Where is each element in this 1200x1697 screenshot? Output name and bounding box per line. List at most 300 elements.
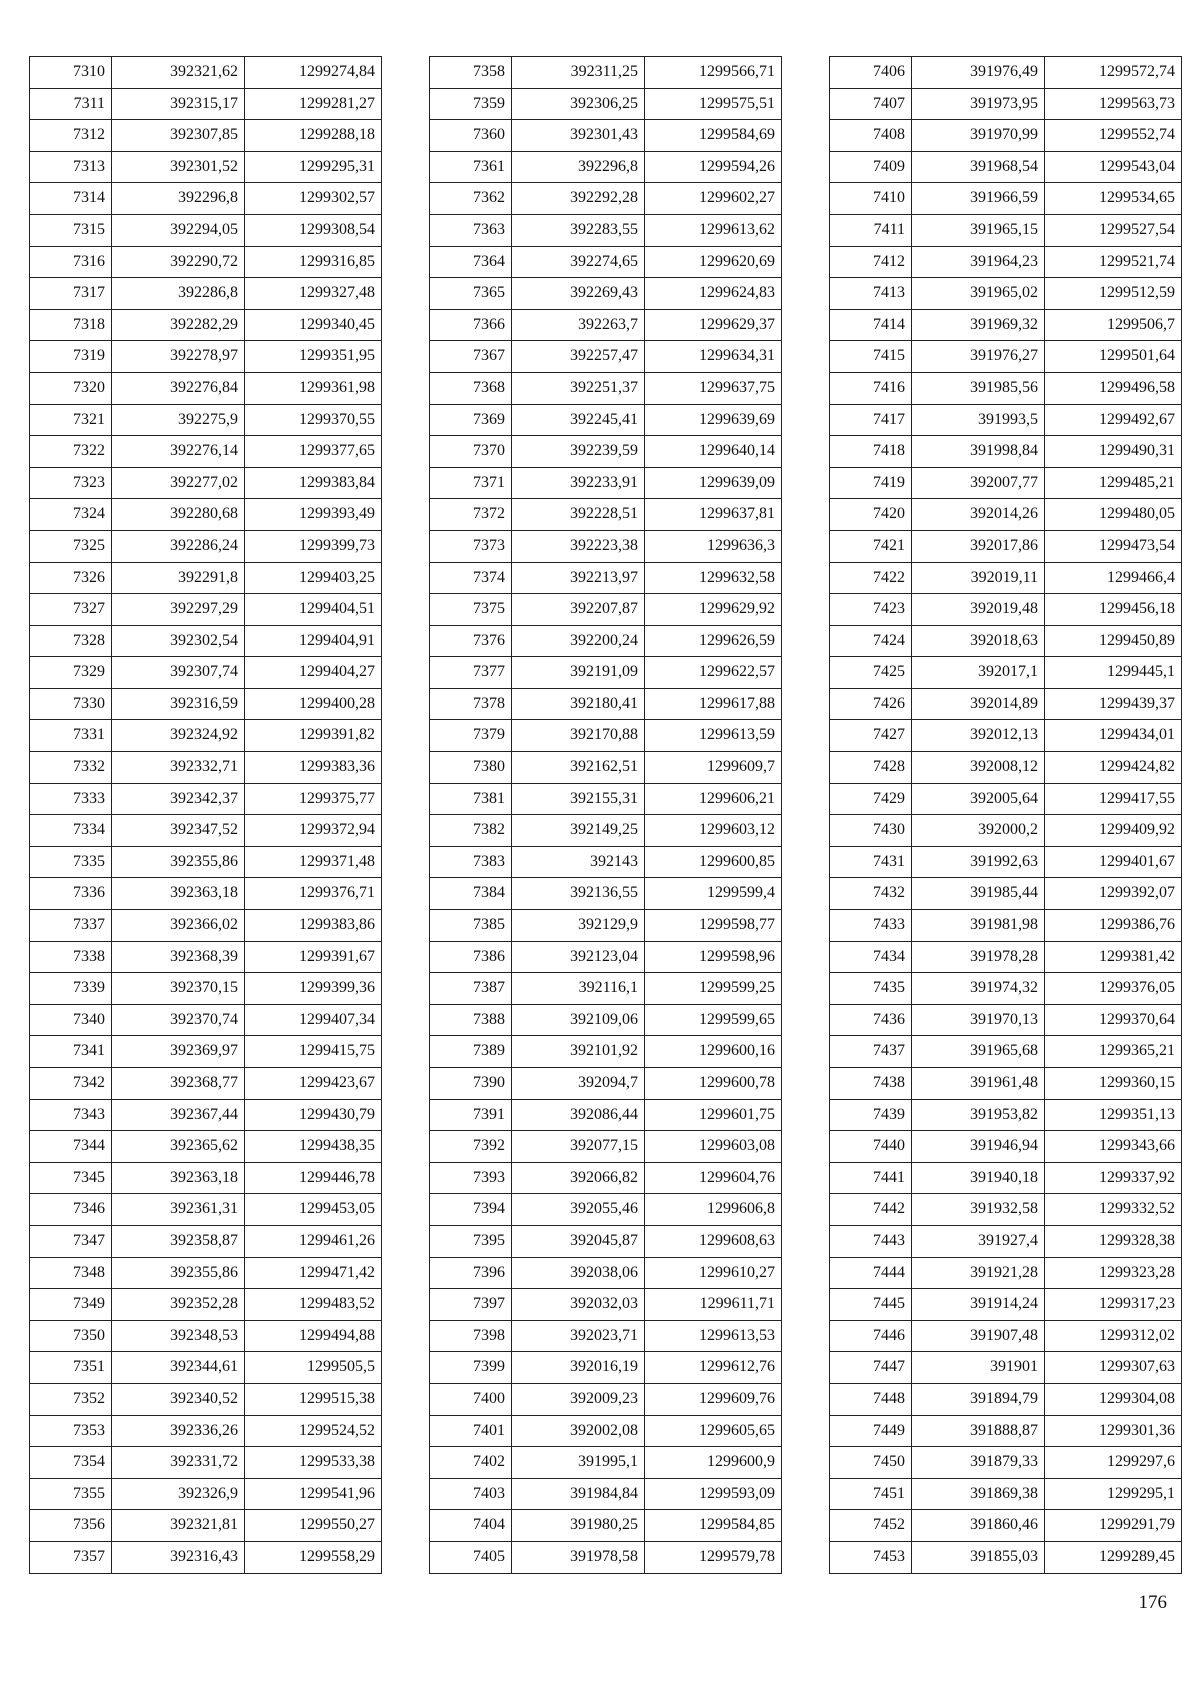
x-coordinate-cell: 392191,09 [512,657,645,689]
table-row [30,309,382,341]
point-number-cell: 7405 [430,1541,512,1573]
y-coordinate-cell: 1299629,92 [645,594,782,626]
x-coordinate-cell: 392321,81 [112,1510,245,1542]
point-number-cell: 7409 [830,151,912,183]
table-row [30,594,382,626]
x-coordinate-cell: 392000,2 [912,815,1045,847]
table-row [830,1383,1182,1415]
x-coordinate-cell: 392269,43 [512,278,645,310]
point-number-cell: 7428 [830,752,912,784]
point-number-cell: 7312 [30,120,112,152]
table-row [30,1383,382,1415]
y-coordinate-cell: 1299407,34 [245,1004,382,1036]
y-coordinate-cell: 1299606,21 [645,783,782,815]
y-coordinate-cell: 1299620,69 [645,246,782,278]
table-row [30,1099,382,1131]
table-row [430,973,782,1005]
x-coordinate-cell: 392276,14 [112,436,245,468]
table-row [30,815,382,847]
point-number-cell: 7340 [30,1004,112,1036]
y-coordinate-cell: 1299541,96 [245,1478,382,1510]
y-coordinate-cell: 1299327,48 [245,278,382,310]
y-coordinate-cell: 1299613,62 [645,214,782,246]
y-coordinate-cell: 1299610,27 [645,1257,782,1289]
x-coordinate-cell: 391961,48 [912,1068,1045,1100]
point-number-cell: 7378 [430,688,512,720]
point-number-cell: 7445 [830,1289,912,1321]
x-coordinate-cell: 392143 [512,846,645,878]
point-number-cell: 7439 [830,1099,912,1131]
x-coordinate-cell: 392358,87 [112,1225,245,1257]
y-coordinate-cell: 1299626,59 [645,625,782,657]
point-number-cell: 7423 [830,594,912,626]
x-coordinate-cell: 391995,1 [512,1447,645,1479]
x-coordinate-cell: 392123,04 [512,941,645,973]
point-number-cell: 7430 [830,815,912,847]
point-number-cell: 7350 [30,1320,112,1352]
point-number-cell: 7339 [30,973,112,1005]
point-number-cell: 7376 [430,625,512,657]
point-number-cell: 7382 [430,815,512,847]
y-coordinate-cell: 1299543,04 [1045,151,1182,183]
table-row [430,1478,782,1510]
y-coordinate-cell: 1299533,38 [245,1447,382,1479]
y-coordinate-cell: 1299506,7 [1045,309,1182,341]
table-row [830,214,1182,246]
y-coordinate-cell: 1299634,31 [645,341,782,373]
table-row [430,151,782,183]
table-row [30,1004,382,1036]
point-number-cell: 7450 [830,1447,912,1479]
x-coordinate-cell: 392347,52 [112,815,245,847]
table-row [30,1510,382,1542]
table-row [830,1131,1182,1163]
point-number-cell: 7410 [830,183,912,215]
table-row [430,1036,782,1068]
x-coordinate-cell: 391978,28 [912,941,1045,973]
table-row [430,1004,782,1036]
x-coordinate-cell: 392370,15 [112,973,245,1005]
x-coordinate-cell: 392331,72 [112,1447,245,1479]
y-coordinate-cell: 1299372,94 [245,815,382,847]
y-coordinate-cell: 1299430,79 [245,1099,382,1131]
table-row [30,341,382,373]
y-coordinate-cell: 1299404,51 [245,594,382,626]
x-coordinate-cell: 391981,98 [912,910,1045,942]
point-number-cell: 7416 [830,372,912,404]
y-coordinate-cell: 1299527,54 [1045,214,1182,246]
point-number-cell: 7419 [830,467,912,499]
table-row [830,278,1182,310]
x-coordinate-cell: 392302,54 [112,625,245,657]
x-coordinate-cell: 392291,8 [112,562,245,594]
table-row [430,688,782,720]
table-row [30,530,382,562]
table-row [430,1194,782,1226]
y-coordinate-cell: 1299640,14 [645,436,782,468]
point-number-cell: 7352 [30,1383,112,1415]
y-coordinate-cell: 1299613,53 [645,1320,782,1352]
y-coordinate-cell: 1299501,64 [1045,341,1182,373]
point-number-cell: 7425 [830,657,912,689]
point-number-cell: 7396 [430,1257,512,1289]
y-coordinate-cell: 1299466,4 [1045,562,1182,594]
x-coordinate-cell: 392324,92 [112,720,245,752]
point-number-cell: 7420 [830,499,912,531]
point-number-cell: 7438 [830,1068,912,1100]
point-number-cell: 7354 [30,1447,112,1479]
table-row [430,910,782,942]
x-coordinate-cell: 391927,4 [912,1225,1045,1257]
table-row [830,594,1182,626]
y-coordinate-cell: 1299609,76 [645,1383,782,1415]
point-number-cell: 7375 [430,594,512,626]
table-row [830,562,1182,594]
y-coordinate-cell: 1299304,08 [1045,1383,1182,1415]
table-row [430,404,782,436]
y-coordinate-cell: 1299612,76 [645,1352,782,1384]
table-row [430,341,782,373]
table-row [430,1320,782,1352]
point-number-cell: 7338 [30,941,112,973]
page-number: 176 [1138,1592,1167,1613]
point-number-cell: 7363 [430,214,512,246]
x-coordinate-cell: 392282,29 [112,309,245,341]
x-coordinate-cell: 392344,61 [112,1352,245,1384]
table-row [830,1068,1182,1100]
y-coordinate-cell: 1299604,76 [645,1162,782,1194]
point-number-cell: 7318 [30,309,112,341]
point-number-cell: 7385 [430,910,512,942]
y-coordinate-cell: 1299599,25 [645,973,782,1005]
y-coordinate-cell: 1299393,49 [245,499,382,531]
point-number-cell: 7359 [430,88,512,120]
x-coordinate-cell: 392306,25 [512,88,645,120]
point-number-cell: 7388 [430,1004,512,1036]
y-coordinate-cell: 1299637,75 [645,372,782,404]
point-number-cell: 7336 [30,878,112,910]
x-coordinate-cell: 392336,26 [112,1415,245,1447]
x-coordinate-cell: 392129,9 [512,910,645,942]
table-row [430,372,782,404]
x-coordinate-cell: 392296,8 [512,151,645,183]
y-coordinate-cell: 1299351,95 [245,341,382,373]
x-coordinate-cell: 392017,86 [912,530,1045,562]
y-coordinate-cell: 1299415,75 [245,1036,382,1068]
table-row [30,88,382,120]
point-number-cell: 7349 [30,1289,112,1321]
point-number-cell: 7311 [30,88,112,120]
table-row [30,625,382,657]
x-coordinate-cell: 392368,77 [112,1068,245,1100]
x-coordinate-cell: 391969,32 [912,309,1045,341]
point-number-cell: 7313 [30,151,112,183]
table-row [30,467,382,499]
x-coordinate-cell: 392038,06 [512,1257,645,1289]
point-number-cell: 7421 [830,530,912,562]
table-row [830,1478,1182,1510]
x-coordinate-cell: 391966,59 [912,183,1045,215]
y-coordinate-cell: 1299375,77 [245,783,382,815]
table-row [830,815,1182,847]
point-number-cell: 7357 [30,1541,112,1573]
table-row [30,1257,382,1289]
table-row [830,436,1182,468]
point-number-cell: 7402 [430,1447,512,1479]
y-coordinate-cell: 1299624,83 [645,278,782,310]
table-row [830,372,1182,404]
table-row [430,594,782,626]
point-number-cell: 7384 [430,878,512,910]
table-row [30,1225,382,1257]
point-number-cell: 7362 [430,183,512,215]
x-coordinate-cell: 391965,15 [912,214,1045,246]
point-number-cell: 7373 [430,530,512,562]
y-coordinate-cell: 1299632,58 [645,562,782,594]
table-row [430,530,782,562]
x-coordinate-cell: 391998,84 [912,436,1045,468]
point-number-cell: 7407 [830,88,912,120]
point-number-cell: 7346 [30,1194,112,1226]
x-coordinate-cell: 392290,72 [112,246,245,278]
x-coordinate-cell: 391860,46 [912,1510,1045,1542]
x-coordinate-cell: 391946,94 [912,1131,1045,1163]
table-row [30,246,382,278]
point-number-cell: 7437 [830,1036,912,1068]
x-coordinate-cell: 392018,63 [912,625,1045,657]
y-coordinate-cell: 1299558,29 [245,1541,382,1573]
table-row [30,1541,382,1573]
table-row [830,783,1182,815]
point-number-cell: 7446 [830,1320,912,1352]
y-coordinate-cell: 1299370,55 [245,404,382,436]
x-coordinate-cell: 391980,25 [512,1510,645,1542]
point-number-cell: 7348 [30,1257,112,1289]
x-coordinate-cell: 391985,56 [912,372,1045,404]
point-number-cell: 7400 [430,1383,512,1415]
coordinates-table-1 [29,56,382,1574]
point-number-cell: 7394 [430,1194,512,1226]
point-number-cell: 7380 [430,752,512,784]
table-row [830,1257,1182,1289]
point-number-cell: 7365 [430,278,512,310]
y-coordinate-cell: 1299400,28 [245,688,382,720]
table-row [430,783,782,815]
table-row [830,499,1182,531]
table-row [30,720,382,752]
y-coordinate-cell: 1299403,25 [245,562,382,594]
point-number-cell: 7343 [30,1099,112,1131]
point-number-cell: 7372 [430,499,512,531]
table-row [830,341,1182,373]
point-number-cell: 7326 [30,562,112,594]
point-number-cell: 7341 [30,1036,112,1068]
table-row [30,120,382,152]
x-coordinate-cell: 391965,68 [912,1036,1045,1068]
x-coordinate-cell: 392367,44 [112,1099,245,1131]
y-coordinate-cell: 1299639,69 [645,404,782,436]
table-row [430,1383,782,1415]
x-coordinate-cell: 392277,02 [112,467,245,499]
y-coordinate-cell: 1299579,78 [645,1541,782,1573]
table-row [830,151,1182,183]
x-coordinate-cell: 392278,97 [112,341,245,373]
y-coordinate-cell: 1299288,18 [245,120,382,152]
point-number-cell: 7424 [830,625,912,657]
y-coordinate-cell: 1299450,89 [1045,625,1182,657]
table-row [30,657,382,689]
table-row [830,1036,1182,1068]
x-coordinate-cell: 392009,23 [512,1383,645,1415]
point-number-cell: 7356 [30,1510,112,1542]
point-number-cell: 7413 [830,278,912,310]
x-coordinate-cell: 392077,15 [512,1131,645,1163]
table-row [430,1162,782,1194]
y-coordinate-cell: 1299515,38 [245,1383,382,1415]
point-number-cell: 7353 [30,1415,112,1447]
y-coordinate-cell: 1299600,78 [645,1068,782,1100]
y-coordinate-cell: 1299471,42 [245,1257,382,1289]
y-coordinate-cell: 1299599,4 [645,878,782,910]
y-coordinate-cell: 1299603,12 [645,815,782,847]
x-coordinate-cell: 391992,63 [912,846,1045,878]
table-row [430,436,782,468]
x-coordinate-cell: 392016,19 [512,1352,645,1384]
y-coordinate-cell: 1299381,42 [1045,941,1182,973]
point-number-cell: 7387 [430,973,512,1005]
table-row [830,720,1182,752]
y-coordinate-cell: 1299377,65 [245,436,382,468]
x-coordinate-cell: 392170,88 [512,720,645,752]
point-number-cell: 7342 [30,1068,112,1100]
point-number-cell: 7383 [430,846,512,878]
y-coordinate-cell: 1299439,37 [1045,688,1182,720]
table-row [430,467,782,499]
x-coordinate-cell: 392257,47 [512,341,645,373]
point-number-cell: 7390 [430,1068,512,1100]
x-coordinate-cell: 392301,52 [112,151,245,183]
x-coordinate-cell: 391901 [912,1352,1045,1384]
point-number-cell: 7320 [30,372,112,404]
y-coordinate-cell: 1299424,82 [1045,752,1182,784]
table-row [830,1320,1182,1352]
y-coordinate-cell: 1299572,74 [1045,57,1182,89]
point-number-cell: 7310 [30,57,112,89]
x-coordinate-cell: 392355,86 [112,1257,245,1289]
point-number-cell: 7364 [430,246,512,278]
x-coordinate-cell: 391869,38 [912,1478,1045,1510]
y-coordinate-cell: 1299340,45 [245,309,382,341]
x-coordinate-cell: 392296,8 [112,183,245,215]
table-row [830,941,1182,973]
y-coordinate-cell: 1299594,26 [645,151,782,183]
y-coordinate-cell: 1299483,52 [245,1289,382,1321]
table-row [830,1162,1182,1194]
point-number-cell: 7386 [430,941,512,973]
point-number-cell: 7329 [30,657,112,689]
table-row [830,404,1182,436]
x-coordinate-cell: 392326,9 [112,1478,245,1510]
y-coordinate-cell: 1299386,76 [1045,910,1182,942]
x-coordinate-cell: 392292,28 [512,183,645,215]
table-row [430,309,782,341]
point-number-cell: 7358 [430,57,512,89]
y-coordinate-cell: 1299524,52 [245,1415,382,1447]
x-coordinate-cell: 392200,24 [512,625,645,657]
y-coordinate-cell: 1299365,21 [1045,1036,1182,1068]
y-coordinate-cell: 1299445,1 [1045,657,1182,689]
x-coordinate-cell: 391855,03 [912,1541,1045,1573]
y-coordinate-cell: 1299316,85 [245,246,382,278]
x-coordinate-cell: 392109,06 [512,1004,645,1036]
table-row [30,278,382,310]
point-number-cell: 7355 [30,1478,112,1510]
point-number-cell: 7335 [30,846,112,878]
table-row [830,1289,1182,1321]
x-coordinate-cell: 392207,87 [512,594,645,626]
x-coordinate-cell: 392283,55 [512,214,645,246]
y-coordinate-cell: 1299291,79 [1045,1510,1182,1542]
x-coordinate-cell: 391993,5 [912,404,1045,436]
y-coordinate-cell: 1299446,78 [245,1162,382,1194]
x-coordinate-cell: 392045,87 [512,1225,645,1257]
table-row [30,214,382,246]
coordinates-table-2 [429,56,782,1574]
x-coordinate-cell: 392136,55 [512,878,645,910]
y-coordinate-cell: 1299323,28 [1045,1257,1182,1289]
y-coordinate-cell: 1299617,88 [645,688,782,720]
y-coordinate-cell: 1299480,05 [1045,499,1182,531]
x-coordinate-cell: 392355,86 [112,846,245,878]
table-row [30,57,382,89]
x-coordinate-cell: 392116,1 [512,973,645,1005]
x-coordinate-cell: 392245,41 [512,404,645,436]
y-coordinate-cell: 1299360,15 [1045,1068,1182,1100]
y-coordinate-cell: 1299404,91 [245,625,382,657]
table-row [30,1068,382,1100]
table-row [430,1257,782,1289]
table-row [430,1510,782,1542]
x-coordinate-cell: 392311,25 [512,57,645,89]
y-coordinate-cell: 1299629,37 [645,309,782,341]
x-coordinate-cell: 392301,43 [512,120,645,152]
x-coordinate-cell: 392307,85 [112,120,245,152]
x-coordinate-cell: 392348,53 [112,1320,245,1352]
y-coordinate-cell: 1299383,86 [245,910,382,942]
table-row [30,941,382,973]
point-number-cell: 7328 [30,625,112,657]
y-coordinate-cell: 1299584,69 [645,120,782,152]
y-coordinate-cell: 1299438,35 [245,1131,382,1163]
point-number-cell: 7347 [30,1225,112,1257]
x-coordinate-cell: 392294,05 [112,214,245,246]
point-number-cell: 7379 [430,720,512,752]
point-number-cell: 7319 [30,341,112,373]
table-row [30,436,382,468]
table-row [430,88,782,120]
point-number-cell: 7324 [30,499,112,531]
x-coordinate-cell: 391907,48 [912,1320,1045,1352]
y-coordinate-cell: 1299637,81 [645,499,782,531]
point-number-cell: 7432 [830,878,912,910]
x-coordinate-cell: 392101,92 [512,1036,645,1068]
table-row [30,1194,382,1226]
x-coordinate-cell: 392239,59 [512,436,645,468]
table-row [430,1415,782,1447]
x-coordinate-cell: 392005,64 [912,783,1045,815]
point-number-cell: 7317 [30,278,112,310]
point-number-cell: 7404 [430,1510,512,1542]
